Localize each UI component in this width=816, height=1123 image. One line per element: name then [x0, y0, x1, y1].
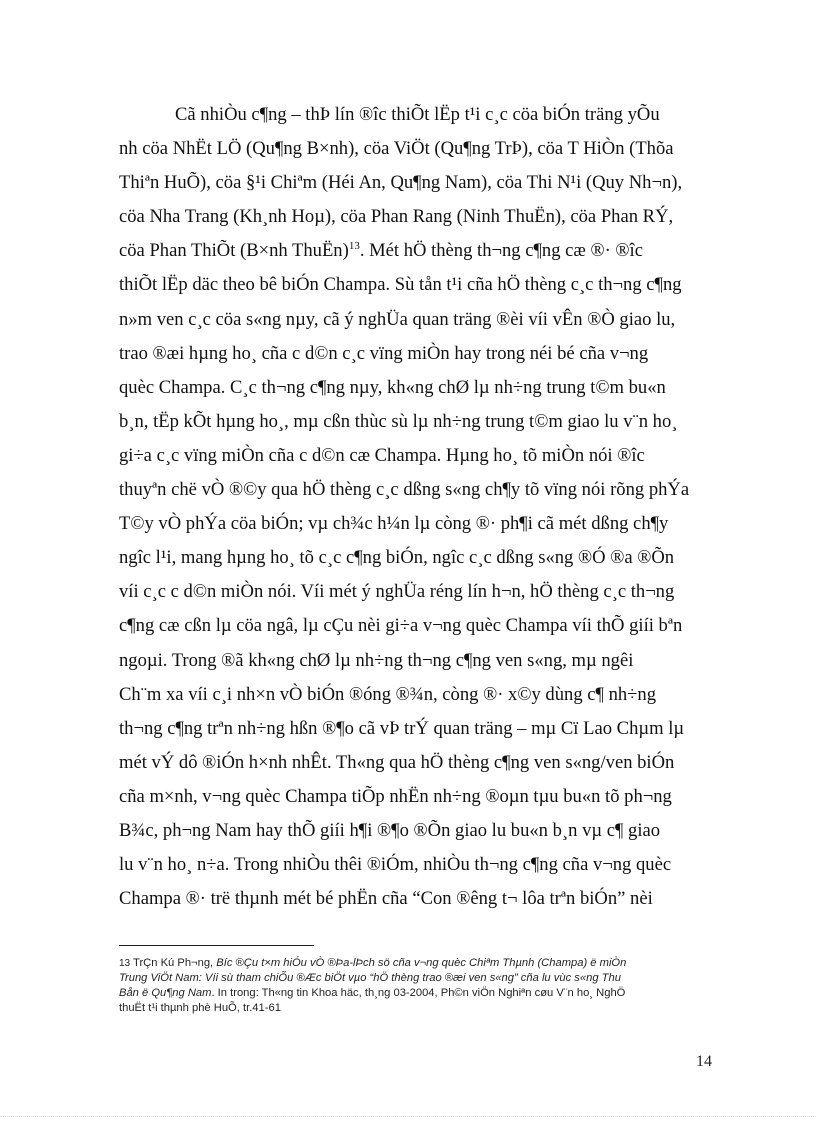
footnote-line: Trung ViÖt Nam: Víi sù tham chiÕu ®Æc biÖt vµo “hÖ thèng trao ®æi ven s«ng” cña lu vùc s«ng Thu: [119, 972, 621, 984]
text-line: n»m ven c¸c cöa s«ng nµy, cã ý nghÜa quan träng ®èi víi vÊn ®Ò giao lu,: [119, 308, 676, 330]
page-bottom-border: [0, 1116, 816, 1117]
text-line: Thiªn HuÕ), cöa §¹i Chiªm (Héi An, Qu¶ng Nam), cöa Thi N¹i (Quy Nh¬n),: [119, 172, 683, 194]
text-line: mét vÝ dô ®iÓn h×nh nhÊt. Th«ng qua hÖ thèng c¶ng ven s«ng/ven biÓn: [119, 751, 675, 773]
footnote-title: Bån ë Qu¶ng Nam: [119, 987, 212, 999]
text-line: c¶ng cæ cßn lµ cöa ngâ, lµ cÇu nèi gi÷a v¬ng quèc Champa víi thÕ giíi bªn: [119, 615, 683, 637]
footnote-author: TrÇn Kú Ph¬ng,: [133, 957, 217, 969]
text-line: th¬ng c¶ng trªn nh÷ng hßn ®¶o cã vÞ trÝ quan träng – mµ Cï Lao Chµm lµ: [119, 717, 685, 739]
text-line: gi÷a c¸c vïng miÒn cña c d©n cæ Champa. Hµng ho¸ tõ miÒn nói ®îc: [119, 444, 645, 466]
footnote-line: thuËt t¹i thµnh phè HuÕ, tr.41-61: [119, 1002, 281, 1014]
text-line: lu v¨n ho¸ n÷a. Trong nhiÒu thêi ®iÓm, nhiÒu th¬ng c¶ng cña v¬ng quèc: [119, 854, 672, 876]
page-number: 14: [696, 1053, 712, 1070]
body-paragraph: [119, 98, 697, 916]
text-line: b¸n, tËp kÕt hµng ho¸, mµ cßn thùc sù lµ nh÷ng trung t©m giao lu v¨n ho¸: [119, 410, 678, 432]
text-line: [119, 234, 697, 268]
text-line: thiÕt lËp däc theo bê biÓn Champa. Sù tån t¹i cña hÖ thèng c¸c th¬ng c¶ng: [119, 274, 682, 296]
text-line: trao ®æi hµng ho¸ cña c d©n c¸c vïng miÒn hay trong néi bé cña v¬ng: [119, 342, 649, 364]
text-line: thuyªn chë vÒ ®©y qua hÖ thèng c¸c dßng s«ng ch¶y tõ vïng nói rõng phÝa: [119, 479, 690, 501]
text-line: quèc Champa. C¸c th¬ng c¶ng nµy, kh«ng chØ lµ nh÷ng trung t©m bu«n: [119, 376, 666, 398]
text-line: ngoµi. Trong ®ã kh«ng chØ lµ nh÷ng th¬ng c¶ng ven s«ng, mµ ngêi: [119, 649, 634, 671]
text-line: T©y vÒ phÝa cöa biÓn; vµ ch¾c h¼n lµ còng ®· ph¶i cã mét dßng ch¶y: [119, 513, 669, 535]
footnote-title: Bíc ®Çu t×m hiÓu vÒ ®Þa-lÞch sö cña v¬ng quèc Chiªm Thµnh (Champa) ë miÒn: [216, 957, 627, 969]
text-line: Ch¨m xa víi c¸i nh×n vÒ biÓn ®óng ®¾n, còng ®· x©y dùng c¶ nh÷ng: [119, 683, 656, 705]
text-line: Cã nhiÒu c¶ng – thÞ lín ®îc thiÕt lËp t¹i c¸c cöa biÓn träng yÕu: [175, 104, 660, 125]
footnote-line: [119, 956, 711, 971]
text-line: Champa ®· trë thµnh mét bé phËn cña “Con ®êng t¬ lôa trªn biÓn” nèi: [119, 888, 653, 910]
text-line: cña m×nh, v¬ng quèc Champa tiÕp nhËn nh÷ng ®oµn tµu bu«n tõ ph¬ng: [119, 785, 672, 807]
text-segment: . Mét hÖ thèng th¬ng c¶ng cæ ®· ®îc: [359, 240, 643, 262]
text-line: nh cöa NhËt LÖ (Qu¶ng B×nh), cöa ViÖt (Qu¶ng TrÞ), cöa T HiÒn (Thõa: [119, 138, 674, 160]
text-line: ngîc l¹i, mang hµng ho¸ tõ c¸c c¶ng biÓn, ngîc c¸c dßng s«ng ®Ó ®a ®Õn: [119, 547, 675, 569]
footnote-source: . In trong: Th«ng tin Khoa häc, th¸ng 03-2004, Ph©n viÖn Nghiªn cøu V¨n ho¸ NghÖ: [211, 987, 626, 999]
text-line: cöa Nha Trang (Kh¸nh Hoµ), cöa Phan Rang (Ninh ThuËn), cöa Phan RÝ,: [119, 206, 674, 228]
text-segment: cöa Phan ThiÕt (B×nh ThuËn): [119, 240, 349, 262]
footnote-line: [119, 986, 711, 1001]
text-line: víi c¸c c d©n miÒn nói. Víi mét ý nghÜa réng lín h¬n, hÖ thèng c¸c th¬ng: [119, 581, 675, 603]
text-line: B¾c, ph¬ng Nam hay thÕ giíi h¶i ®¶o ®Õn giao lu bu«n b¸n vµ c¶ giao: [119, 819, 661, 841]
footnote: [119, 956, 711, 1016]
footnote-number: 13: [119, 958, 131, 969]
footnote-separator: [119, 945, 314, 946]
footnote-reference[interactable]: 13: [348, 240, 360, 253]
